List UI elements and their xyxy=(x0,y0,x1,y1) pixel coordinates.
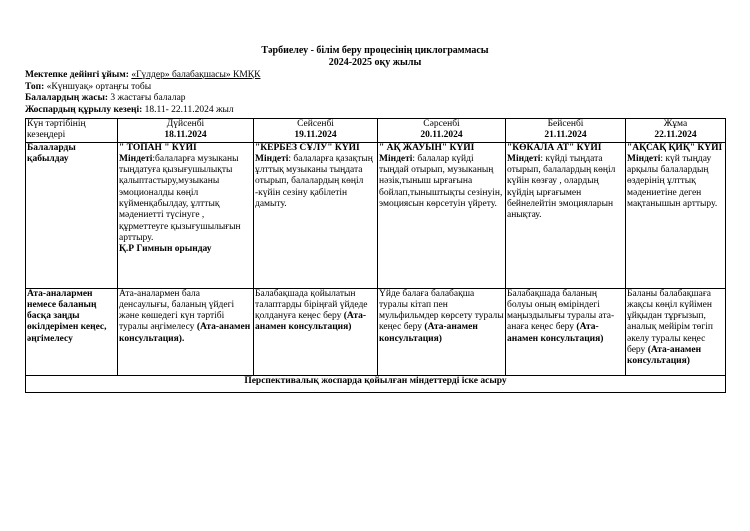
cyclogram-table xyxy=(25,118,726,393)
corner-cell: Күн тәртібінің кезеңдері xyxy=(26,119,118,143)
reception-cell-tuesday: "КЕРБЕЗ СҰЛУ" КҮЙІ Міндеті: балаларға қазақтың ұлттық музыканы тыңдата отырып, балалардың көңіл -күйін сезіну қабілетін дамыту. xyxy=(254,142,378,288)
reception-cell-friday: "АҚСАҚ ҚИҚ" КҮЙІ Міндеті: күй тыңдау арқылы балалардың өздерінің ұлттық мәдениетіне деген мақтанышын арттыру. xyxy=(626,142,726,288)
stage-reception: Балаларды қабылдау xyxy=(26,142,118,288)
meta-age-value: 3 жастағы балалар xyxy=(110,93,186,103)
parents-cell-friday: Баланы балабақшаға жақсы көңіл күйімен ұйқыдан тұрғызып, аналық мейірім төгіп әкелу туралы кеңес беру (Ата-анамен консультация) xyxy=(626,288,726,375)
meta-block xyxy=(25,70,725,116)
document-title xyxy=(0,45,750,69)
stage-parents: Ата-аналармен немесе баланың басқа заңды өкілдерімен кеңес, әңгімелесу xyxy=(26,288,118,375)
reception-cell-monday: " ТОПАН " КҮЙІ Міндеті:балаларға музыканы тыңдатуға қызығушылықты қалыптастыру,музыканы эмоционалды көңіл күйменқабылдау, ұлттық мәдениетті түсінуге , құрметтеуге қызығушылығын арттыру. Қ.Р Гимнын орындау xyxy=(118,142,254,288)
day-header-friday: Жұма 22.11.2024 xyxy=(626,119,726,143)
anthem-note: Қ.Р Гимнын орындау xyxy=(119,244,212,255)
table-header-row xyxy=(26,119,726,143)
meta-group: Топ: «Күншуақ» ортаңғы тобы xyxy=(25,81,152,92)
parents-cell-tuesday: Балабақшада қойылатын талаптарды біріңғай үйдеде қолдануға кеңес беру (Ата-анамен консультация) xyxy=(254,288,378,375)
meta-org: Мектепке дейінгі ұйым: «Гүлдер» балабақшасы» КМҚК xyxy=(25,70,261,80)
meta-org-value: «Гүлдер» балабақшасы» КМҚК xyxy=(131,70,261,80)
meta-period-value: 18.11- 22.11.2024 жыл xyxy=(144,104,234,115)
meta-age: Балалардың жасы: 3 жастағы балалар xyxy=(25,93,186,103)
day-header-wednesday: Сәрсенбі 20.11.2024 xyxy=(378,119,506,143)
title-line-2: 2024-2025 оқу жылы xyxy=(328,57,422,68)
table-row-footer xyxy=(26,375,726,392)
day-header-tuesday: Сейсенбі 19.11.2024 xyxy=(254,119,378,143)
meta-group-value: «Күншуақ» ортаңғы тобы xyxy=(46,81,152,92)
table-row-parents xyxy=(26,288,726,375)
day-header-monday: Дүйсенбі 18.11.2024 xyxy=(118,119,254,143)
title-line-1: Тәрбиелеу - білім беру процесінің циклограммасы xyxy=(261,45,489,56)
parents-cell-thursday: Балабақшада баланың болуы оның өміріндегі маңыздылығы туралы ата-анаға кеңес беру (Ата-анамен консультация) xyxy=(506,288,626,375)
footer-cell: Перспективалық жоспарда қойылған міндеттерді іске асыру xyxy=(26,375,726,392)
table-row-reception xyxy=(26,142,726,288)
reception-cell-wednesday: " АҚ ЖАУЫН" КҮЙІ Міндеті: балалар күйді тыңдай отырып, музыканың нәзік,тыныш ырғағына бойлап,тыныштықты сезінуін, эмоциясын көрсетуін үйрету. xyxy=(378,142,506,288)
parents-cell-wednesday: Үйде балаға балабақша туралы кітап пен мульфильмдер көрсету туралы кеңес беру (Ата-анамен консультация) xyxy=(378,288,506,375)
meta-period: Жоспардың құрылу кезеңі: 18.11- 22.11.2024 жыл xyxy=(25,104,234,115)
reception-cell-thursday: "КӨКАЛА АТ" КҮЙІ Міндеті: күйді тыңдата отырып, балалардың көңіл күйін көзғау , олардың күйдің ырғағымен бейнелейтін эмоцияларын анықтау. xyxy=(506,142,626,288)
day-header-thursday: Бейсенбі 21.11.2024 xyxy=(506,119,626,143)
parents-cell-monday: Ата-аналармен бала денсаулығы, баланың үйдегі және көшедегі күн тәртібі туралы әңгімелесу (Ата-анамен консультация). xyxy=(118,288,254,375)
